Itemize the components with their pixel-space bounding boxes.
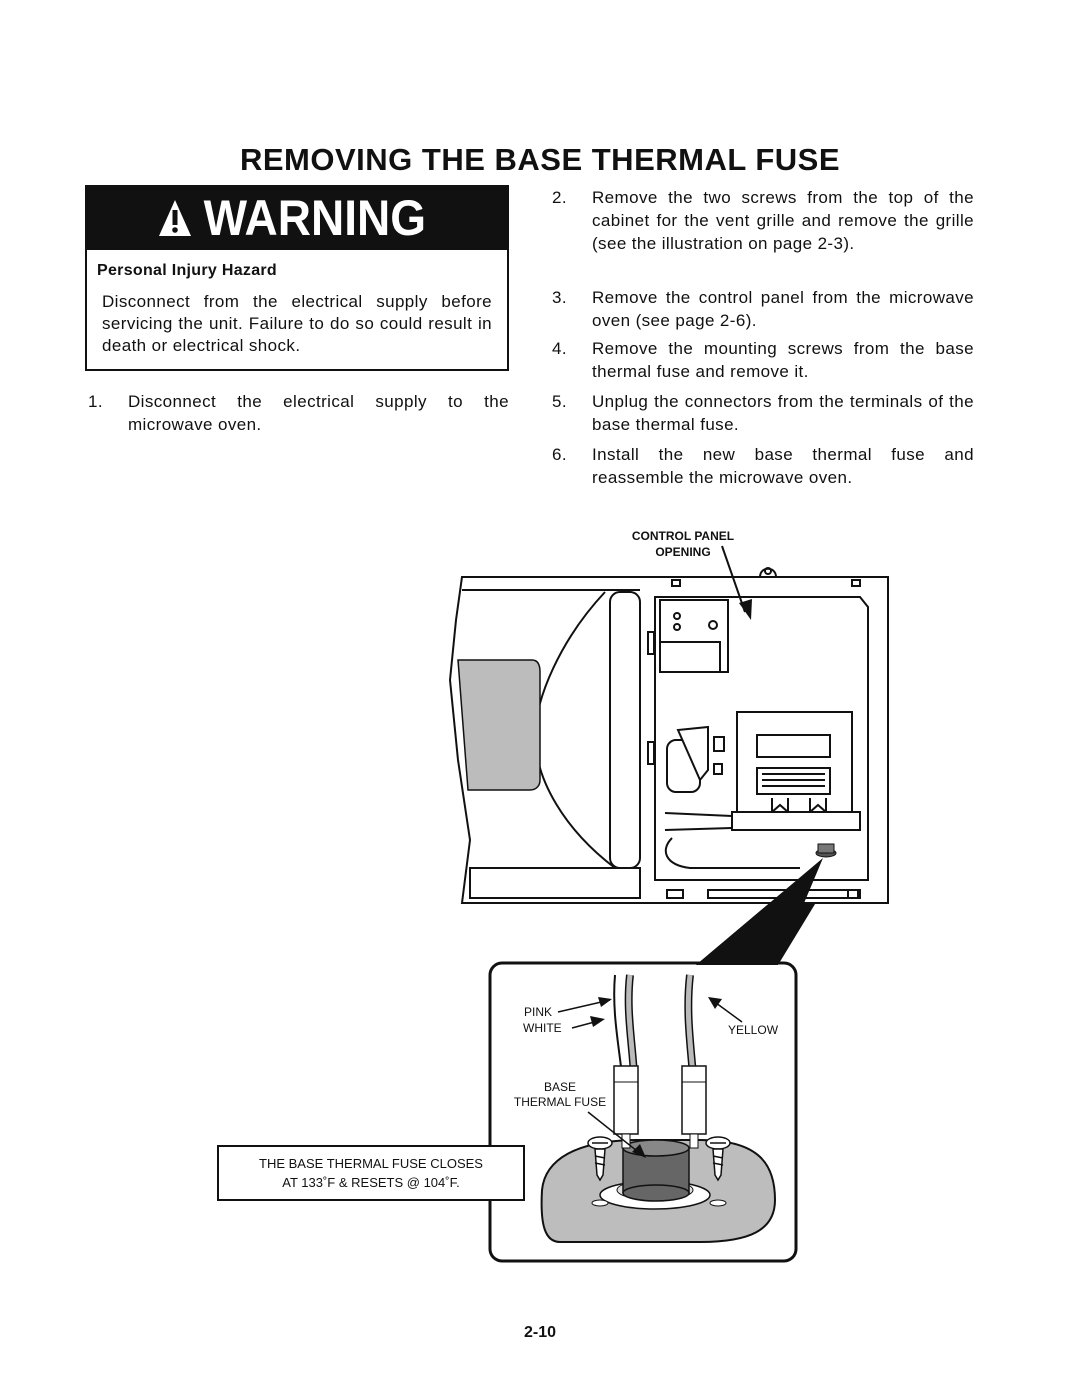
hazard-title: Personal Injury Hazard [97, 262, 277, 279]
step-text: Remove the control panel from the microwave oven (see page 2-6). [592, 288, 974, 330]
fuse-note-line2: AT 133˚F & RESETS @ 104˚F. [282, 1175, 460, 1190]
step-text: Remove the mounting screws from the base thermal fuse and remove it. [592, 339, 974, 381]
fuse-note-line1: THE BASE THERMAL FUSE CLOSES [259, 1156, 483, 1171]
step-number: 1. [88, 392, 103, 411]
control-panel-label-line2: OPENING [655, 545, 711, 559]
step-number: 5. [552, 392, 567, 411]
pink-wire-label: PINK [524, 1005, 553, 1019]
page-title: REMOVING THE BASE THERMAL FUSE [239, 142, 841, 177]
step-number: 2. [552, 188, 567, 207]
fuse-note-box [217, 1145, 525, 1201]
white-wire-label: WHITE [523, 1021, 562, 1035]
step-number: 3. [552, 288, 567, 307]
fuse-label-line2: THERMAL FUSE [513, 1095, 607, 1109]
step-text: Unplug the connectors from the terminals of the base thermal fuse. [592, 392, 974, 434]
warning-heading: WARNING [203, 190, 427, 246]
step-number: 4. [552, 339, 567, 358]
yellow-wire-label: YELLOW [728, 1023, 779, 1037]
fuse-label-line1: BASE [543, 1080, 576, 1094]
base-thermal-fuse-label [500, 1080, 620, 1110]
control-panel-label-line1: CONTROL PANEL [631, 529, 735, 543]
step-text: Remove the two screws from the top of the cabinet for the vent grille and remove the grille (see the illustration on page 2-3). [592, 188, 974, 253]
step-number: 6. [552, 445, 567, 464]
page-number: 2-10 [523, 1324, 557, 1341]
warning-text: Disconnect from the electrical supply before servicing the unit. Failure to do so could result in death or electrical shock. [102, 292, 492, 355]
step-text: Install the new base thermal fuse and reassemble the microwave oven. [592, 445, 974, 487]
control-panel-opening-label [608, 528, 758, 560]
step-text: Disconnect the electrical supply to the microwave oven. [128, 392, 509, 434]
